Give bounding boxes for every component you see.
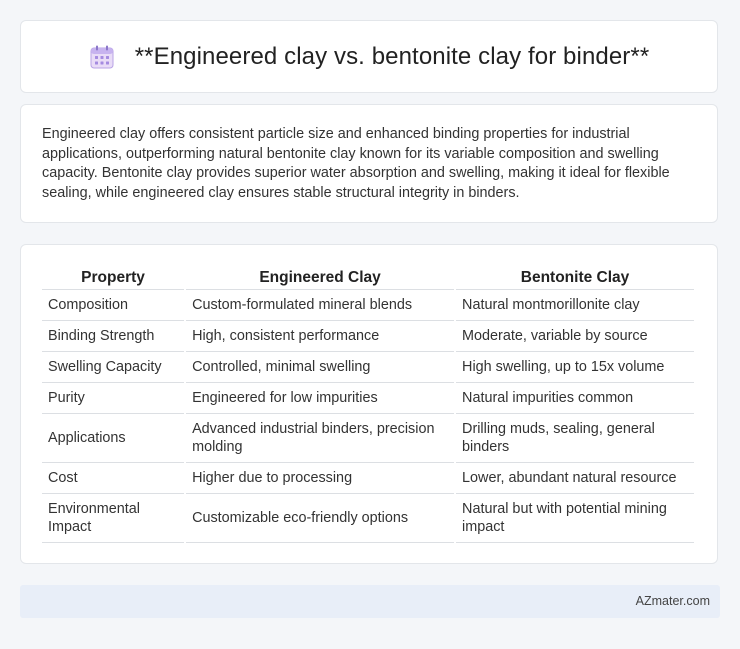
table-cell: Moderate, variable by source (456, 321, 694, 352)
table-row (42, 383, 694, 414)
table-row (42, 463, 694, 494)
table-cell: Engineered for low impurities (186, 383, 454, 414)
table-cell: Higher due to processing (186, 463, 454, 494)
footer-brand: AZmater.com (635, 594, 710, 608)
header-bentonite-clay: Bentonite Clay (456, 265, 694, 290)
table-cell: Binding Strength (42, 321, 184, 352)
table-cell: High, consistent performance (186, 321, 454, 352)
table-cell: Natural impurities common (456, 383, 694, 414)
table-cell: Applications (42, 414, 184, 463)
intro-text: Engineered clay offers consistent particle size and enhanced binding properties for industrial applications, outperforming natural bentonite clay known for its variable composition and swelling capacity. Bentonite clay provides superior water absorption and swelling, making it ideal for flexible sealing, while engineered clay ensures stable structural integrity in binders. (42, 126, 670, 201)
table-header-row (42, 265, 694, 290)
table-row (42, 321, 694, 352)
table-cell: Purity (42, 383, 184, 414)
table-row (42, 290, 694, 321)
table-cell: Drilling muds, sealing, general binders (456, 414, 694, 463)
table-row (42, 494, 694, 543)
header-property: Property (42, 265, 184, 290)
table-cell: Swelling Capacity (42, 352, 184, 383)
footer-bar (20, 585, 720, 618)
calendar-icon (89, 44, 115, 70)
table-cell: Advanced industrial binders, precision molding (186, 414, 454, 463)
table-row (42, 414, 694, 463)
table-cell: Natural but with potential mining impact (456, 494, 694, 543)
table-cell: Controlled, minimal swelling (186, 352, 454, 383)
table-cell: Composition (42, 290, 184, 321)
table-row (42, 352, 694, 383)
table-cell: Cost (42, 463, 184, 494)
title-card (20, 20, 718, 93)
table-cell: Lower, abundant natural resource (456, 463, 694, 494)
table-cell: Custom-formulated mineral blends (186, 290, 454, 321)
comparison-table (40, 265, 696, 543)
table-card (20, 244, 718, 564)
page-title: **Engineered clay vs. bentonite clay for binder** (134, 42, 650, 70)
intro-card (20, 104, 718, 223)
table-cell: Natural montmorillonite clay (456, 290, 694, 321)
table-cell: Environmental Impact (42, 494, 184, 543)
table-cell: High swelling, up to 15x volume (456, 352, 694, 383)
header-engineered-clay: Engineered Clay (186, 265, 454, 290)
table-cell: Customizable eco-friendly options (186, 494, 454, 543)
